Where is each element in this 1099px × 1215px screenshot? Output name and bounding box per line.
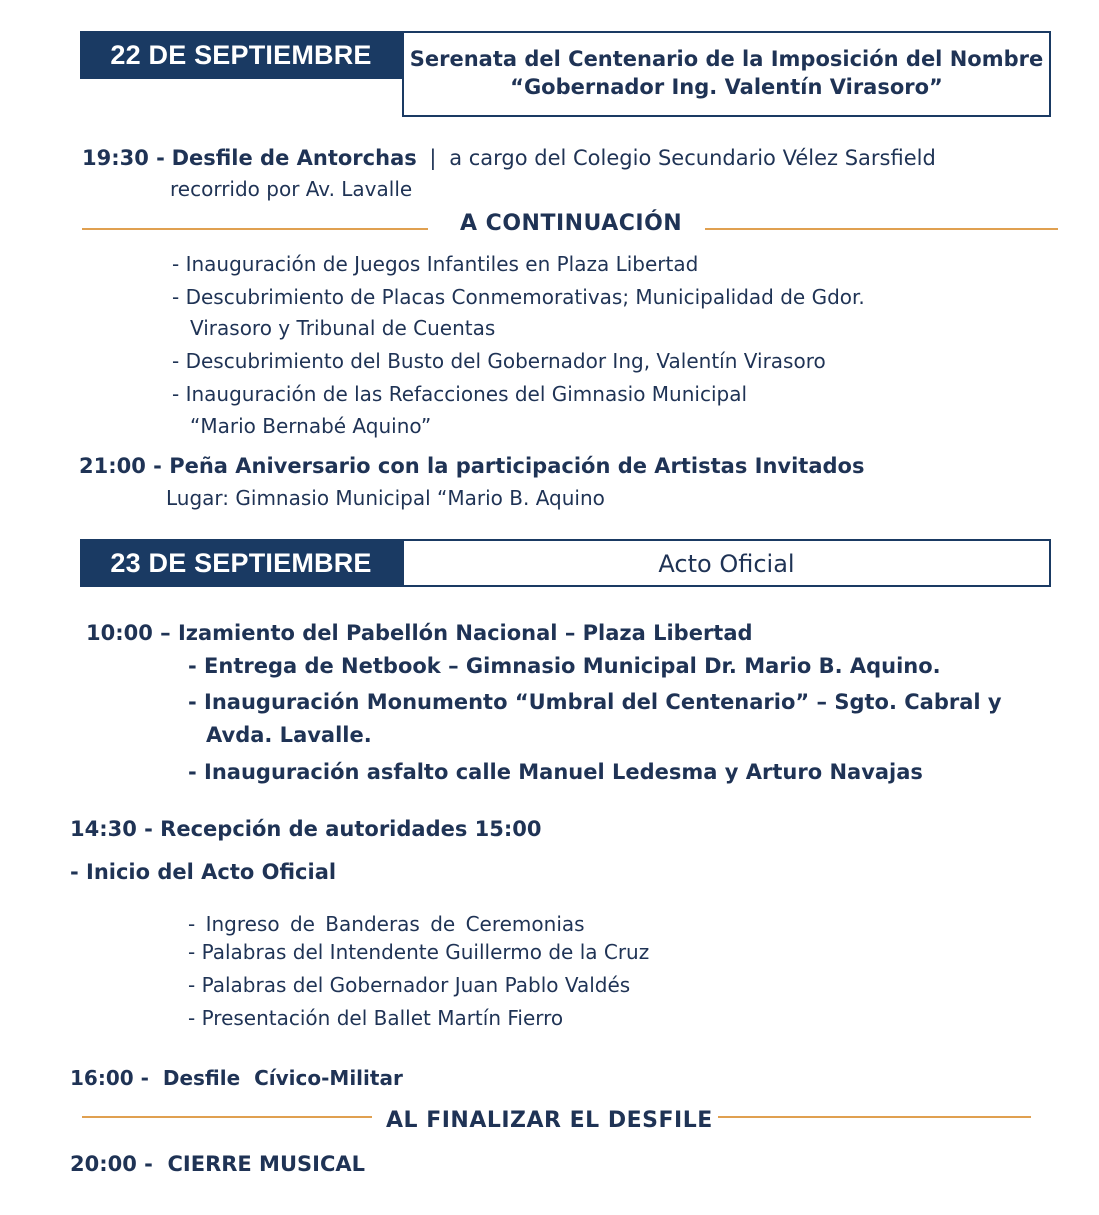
day1-title-line1: Serenata del Centenario de la Imposición del Nombre bbox=[409, 47, 1044, 71]
day2-date-tab bbox=[80, 539, 402, 587]
list-item: - Inauguración de Juegos Infantiles en Plaza Libertad bbox=[172, 252, 699, 276]
day1-event1-separator: | bbox=[429, 146, 437, 170]
list-item: - Descubrimiento de Placas Conmemorativas; Municipalidad de Gdor. bbox=[172, 285, 865, 309]
day1-event2-place: Lugar: Gimnasio Municipal “Mario B. Aquino bbox=[166, 486, 605, 510]
day1-event1 bbox=[82, 146, 936, 170]
section-rule-left bbox=[82, 1116, 372, 1118]
list-item-continuation: “Mario Bernabé Aquino” bbox=[190, 414, 432, 438]
list-item: - Palabras del Intendente Guillermo de la Cruz bbox=[188, 940, 650, 964]
day1-event2-title: Peña Aniversario con la participación de Artistas Invitados bbox=[169, 454, 865, 478]
list-item: - Inauguración Monumento “Umbral del Centenario” – Sgto. Cabral y bbox=[188, 690, 1002, 714]
list-item: - Inauguración de las Refacciones del Gimnasio Municipal bbox=[172, 382, 748, 406]
day1-title-box bbox=[402, 31, 1051, 117]
list-item: - Ingreso de Banderas de Ceremonias bbox=[188, 912, 585, 936]
day2-event1: 10:00 – Izamiento del Pabellón Nacional – Plaza Libertad bbox=[86, 621, 753, 645]
day2-event3: - Inicio del Acto Oficial bbox=[70, 860, 337, 884]
day1-event1-desc2: recorrido por Av. Lavalle bbox=[170, 177, 413, 201]
day1-date-tab bbox=[80, 31, 402, 79]
day2-date: 23 DE SEPTIEMBRE bbox=[110, 547, 372, 578]
day1-date: 22 DE SEPTIEMBRE bbox=[110, 39, 372, 70]
list-item: - Descubrimiento del Busto del Gobernador Ing, Valentín Virasoro bbox=[172, 349, 826, 373]
section-rule-right bbox=[718, 1116, 1031, 1118]
list-item: - Presentación del Ballet Martín Fierro bbox=[188, 1006, 564, 1030]
day2-title-box bbox=[402, 539, 1051, 587]
day1-event1-desc: a cargo del Colegio Secundario Vélez Sarsfield bbox=[449, 146, 936, 170]
list-item: - Inauguración asfalto calle Manuel Ledesma y Arturo Navajas bbox=[188, 760, 923, 784]
section-rule-left bbox=[82, 228, 428, 230]
day2-event2: 14:30 - Recepción de autoridades 15:00 bbox=[70, 817, 542, 841]
day1-event2-time: 21:00 - bbox=[79, 454, 162, 478]
list-item-continuation: Virasoro y Tribunal de Cuentas bbox=[190, 316, 496, 340]
day1-event1-time: 19:30 - bbox=[82, 146, 165, 170]
list-item: - Palabras del Gobernador Juan Pablo Valdés bbox=[188, 973, 631, 997]
day1-event1-title: Desfile de Antorchas bbox=[171, 146, 417, 170]
day1-title-line2: “Gobernador Ing. Valentín Virasoro” bbox=[510, 75, 943, 99]
section-al-finalizar: AL FINALIZAR EL DESFILE bbox=[386, 1108, 713, 1133]
section-rule-right bbox=[705, 228, 1058, 230]
list-item: - Entrega de Netbook – Gimnasio Municipal Dr. Mario B. Aquino. bbox=[188, 654, 941, 678]
section-a-continuacion: A CONTINUACIÓN bbox=[460, 211, 683, 236]
day2-event5: 20:00 - CIERRE MUSICAL bbox=[70, 1152, 365, 1176]
day2-title: Acto Oficial bbox=[658, 550, 795, 578]
day2-event4: 16:00 - Desfile Cívico-Militar bbox=[70, 1066, 403, 1090]
list-item-continuation: Avda. Lavalle. bbox=[206, 723, 372, 747]
day1-event2 bbox=[79, 454, 864, 478]
